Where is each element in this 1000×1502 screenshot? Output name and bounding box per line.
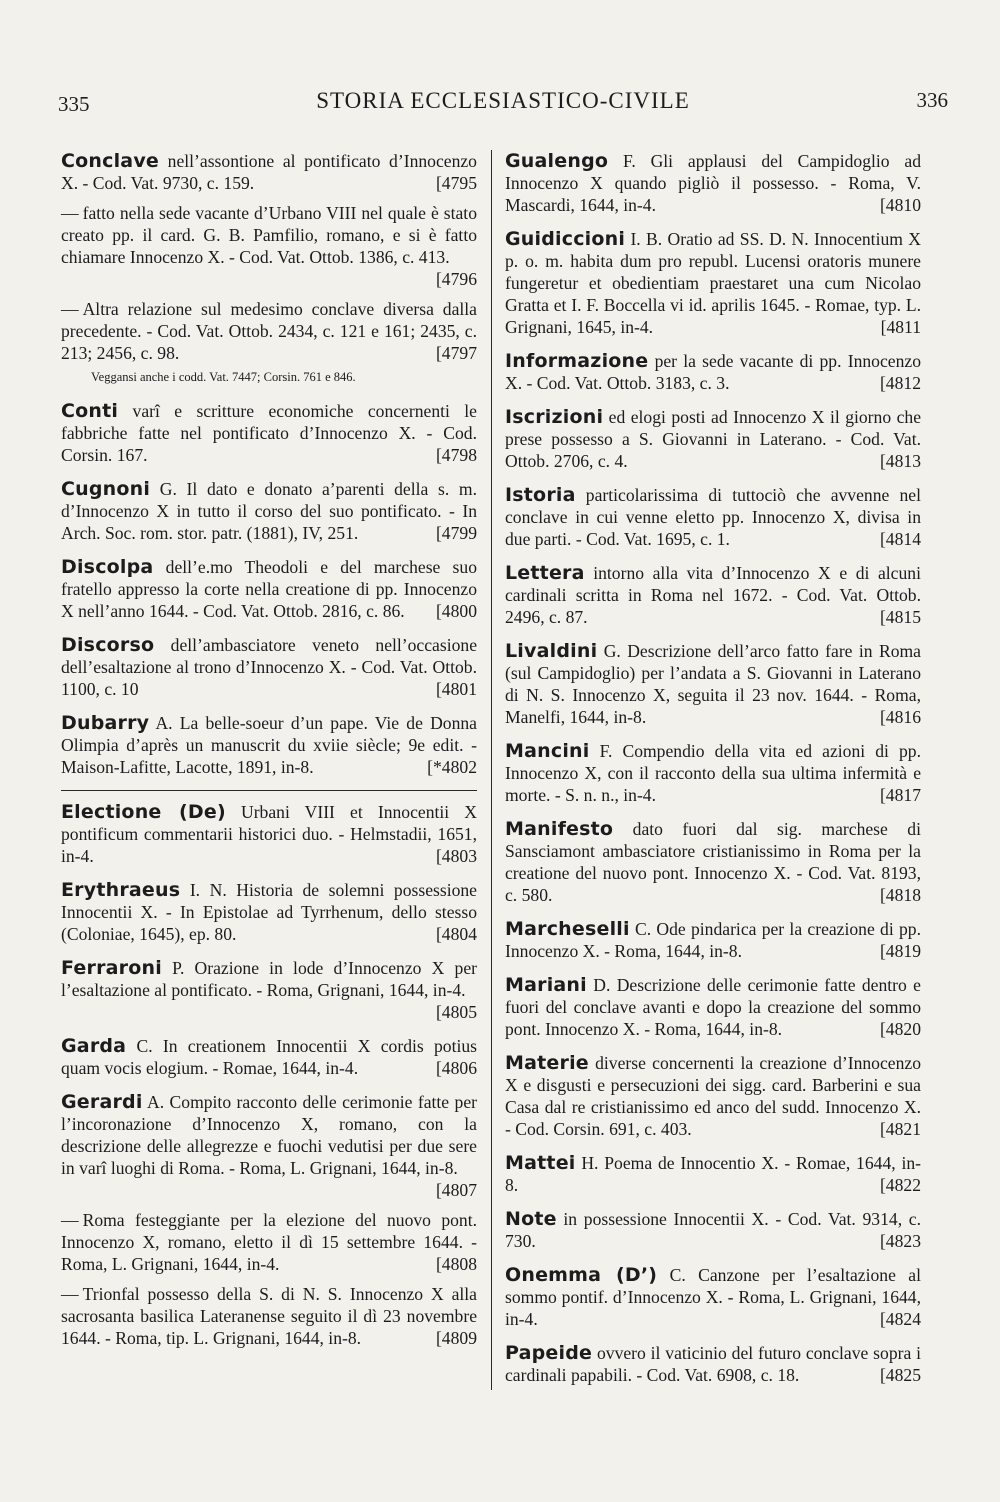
bibliography-entry bbox=[505, 406, 921, 472]
bibliography-entry bbox=[505, 1208, 921, 1252]
entry-headword: Lettera bbox=[505, 562, 585, 584]
entry-headword: Mariani bbox=[505, 974, 587, 996]
entry-headword: Iscrizioni bbox=[505, 406, 604, 428]
bibliography-entry bbox=[505, 1052, 921, 1140]
entry-text: dell’ambasciatore veneto nell’occasione dell’esaltazione al trono d’Innocenzo X. - Cod. Vat. Ottob. 1100, c. 10 bbox=[61, 635, 477, 699]
bibliography-entry bbox=[61, 556, 477, 622]
entry-number: [4806 bbox=[435, 1058, 477, 1078]
bibliography-entry bbox=[61, 957, 477, 1023]
entry-number: [4814 bbox=[879, 529, 921, 549]
entry-text: ed elogi posti ad Innocenzo X il giorno che prese possesso a S. Giovanni in Laterano. - Cod. Vat. Ottob. 2706, c. 4. bbox=[505, 407, 921, 471]
entry-headword: Informazione bbox=[505, 350, 649, 372]
bibliography-entry bbox=[61, 1209, 477, 1275]
entry-text: per la sede vacante di pp. Innocenzo X. - Cod. Vat. Ottob. 3183, c. 3. bbox=[505, 351, 921, 393]
entry-number: [4801 bbox=[435, 679, 477, 699]
bibliography-entry bbox=[61, 298, 477, 364]
entry-headword: Garda bbox=[61, 1035, 127, 1057]
entry-text: H. Poema de Innocentio X. - Romae, 1644, in-8. bbox=[505, 1153, 921, 1195]
entry-text: I. B. Oratio ad SS. D. N. Innocentium X p. o. m. habita dum pro republ. Lucensi oratoris munere fungeretur et obedientiam praestaret una cum Nicolao Gratta et I. F. Boccella vi id. aprilis 1645. - Romae, typ. L. Grignani, 1645, in-4. bbox=[505, 229, 921, 337]
entry-headword: Discolpa bbox=[61, 556, 154, 578]
entry-number: [4825 bbox=[879, 1365, 921, 1385]
column-divider bbox=[491, 150, 492, 1390]
bibliography-entry bbox=[61, 879, 477, 945]
entry-headword: Marcheselli bbox=[505, 918, 630, 940]
bibliography-entry bbox=[61, 150, 477, 194]
bibliography-entry bbox=[61, 712, 477, 778]
entry-number: [4800 bbox=[435, 601, 477, 621]
entry-headword: Gerardi bbox=[61, 1091, 143, 1113]
entry-headword: Onemma (D’) bbox=[505, 1264, 658, 1286]
entry-number: [4805 bbox=[435, 1002, 477, 1022]
entry-number: [4798 bbox=[435, 445, 477, 465]
bibliography-entry bbox=[505, 974, 921, 1040]
bibliography-entry bbox=[505, 350, 921, 394]
entry-number: [4820 bbox=[879, 1019, 921, 1039]
bibliography-entry bbox=[61, 400, 477, 466]
entry-text: G. Il dato e donato a’parenti della s. m. d’Innocenzo X in tutto il corso del suo pontificato. - In Arch. Soc. rom. stor. patr. (1881), IV, 251. bbox=[61, 479, 477, 543]
entry-text: F. Compendio della vita ed azioni di pp. Innocenzo X, con il racconto della sua ultima infermità e morte. - S. n. n., in-4. bbox=[505, 741, 921, 805]
entry-text: D. Descrizione delle cerimonie fatte dentro e fuori del conclave avanti e dopo la creazione del sommo pont. Innocenzo X. - Roma, 1644, in-8. bbox=[505, 975, 921, 1039]
bibliography-entry bbox=[505, 1342, 921, 1386]
bibliography-entry bbox=[505, 918, 921, 962]
entry-text: Trionfal possesso della S. di N. S. Innocenzo X alla sacrosanta basilica Lateranense seguito il dì 23 novembre 1644. - Roma, tip. L. Grignani, 1644, in-8. bbox=[61, 1284, 477, 1348]
entry-dash: — bbox=[61, 203, 79, 223]
right-column bbox=[505, 150, 921, 1398]
left-page-number: 335 bbox=[58, 92, 90, 116]
entry-text: diverse concernenti la creazione d’Innocenzo X e disgusti e persecuzioni dei sigg. card. Barberini e sua Casa dal re cristianissimo ed anco del sudd. Innocenzo X. - Cod. Corsin. 691, c. 403. bbox=[505, 1053, 921, 1139]
entry-number: [4803 bbox=[435, 846, 477, 866]
bibliography-entry bbox=[61, 801, 477, 867]
entry-dash: — bbox=[61, 1210, 79, 1230]
entry-dash: — bbox=[61, 299, 79, 319]
bibliography-entry bbox=[505, 1264, 921, 1330]
right-page-number: 336 bbox=[916, 88, 948, 112]
entry-headword: Ferraroni bbox=[61, 957, 162, 979]
entry-number: [4818 bbox=[879, 885, 921, 905]
entry-headword: Mattei bbox=[505, 1152, 576, 1174]
entry-number: [4813 bbox=[879, 451, 921, 471]
bibliography-entry bbox=[505, 150, 921, 216]
entry-headword: Erythraeus bbox=[61, 879, 181, 901]
entry-number: [4819 bbox=[879, 941, 921, 961]
entry-text: C. Ode pindarica per la creazione di pp. Innocenzo X. - Roma, 1644, in-8. bbox=[505, 919, 921, 961]
left-column bbox=[61, 150, 477, 1361]
bibliography-entry bbox=[505, 562, 921, 628]
entry-number: [4807 bbox=[435, 1180, 477, 1200]
entry-text: C. In creationem Innocentii X cordis potius quam vocis elogium. - Romae, 1644, in-4. bbox=[61, 1036, 478, 1078]
entry-number: [4804 bbox=[435, 924, 477, 944]
entry-number: [4811 bbox=[880, 317, 921, 337]
bibliography-entry bbox=[505, 818, 921, 906]
entry-text: A. Compito racconto delle cerimonie fatte per l’incoronazione d’Innocenzo X, romano, con la descrizione delle allegrezze e fuochi vedutisi per due sere in varî luoghi di Roma. - Roma, L. Grignani, 1644, in-8. bbox=[61, 1092, 477, 1178]
entry-text: fatto nella sede vacante d’Urbano VIII nel quale è stato creato pp. il card. G. B. Pamfilio, romano, e si è fatto chiamare Innocenzo X. - Cod. Vat. Ottob. 1386, c. 413. bbox=[61, 203, 477, 267]
entry-headword: Electione (De) bbox=[61, 801, 226, 823]
bibliography-entry bbox=[505, 484, 921, 550]
bibliography-entry bbox=[61, 478, 477, 544]
bibliography-entry bbox=[505, 740, 921, 806]
bibliography-entry bbox=[61, 1091, 477, 1201]
entry-headword: Conclave bbox=[61, 150, 159, 172]
entry-headword: Dubarry bbox=[61, 712, 150, 734]
entry-dash: — bbox=[61, 1284, 79, 1304]
entry-headword: Conti bbox=[61, 400, 119, 422]
section-rule bbox=[61, 790, 477, 791]
entry-note: Veggansi anche i codd. Vat. 7447; Corsin. 761 e 846. bbox=[91, 370, 356, 384]
bibliography-entry bbox=[61, 634, 477, 700]
entry-text: F. Gli applausi del Campidoglio ad Innocenzo X quando pigliò il possesso. - Roma, V. Mascardi, 1644, in-4. bbox=[505, 151, 921, 215]
entry-headword: Guidiccioni bbox=[505, 228, 626, 250]
entry-headword: Discorso bbox=[61, 634, 155, 656]
entry-number: [4796 bbox=[435, 269, 477, 289]
entry-text: dell’e.mo Theodoli e del marchese suo fratello appresso la corte nella creatione di pp. Innocenzo X nell’anno 1644. - Cod. Vat. Ottob. 2816, c. 86. bbox=[61, 557, 477, 621]
entry-headword: Materie bbox=[505, 1052, 589, 1074]
bibliography-entry bbox=[505, 1152, 921, 1196]
entry-number: [4795 bbox=[435, 173, 477, 193]
entry-text: ovvero il vaticinio del futuro conclave sopra i cardinali papabili. - Cod. Vat. 6908, c. 18. bbox=[505, 1343, 922, 1385]
entry-headword: Istoria bbox=[505, 484, 576, 506]
entry-number: [4815 bbox=[879, 607, 921, 627]
entry-headword: Cugnoni bbox=[61, 478, 151, 500]
entry-number: [4810 bbox=[879, 195, 921, 215]
bibliography-entry bbox=[61, 202, 477, 290]
entry-headword: Mancini bbox=[505, 740, 590, 762]
bibliography-entry bbox=[505, 228, 921, 338]
bibliography-entry bbox=[61, 1035, 477, 1079]
page-header bbox=[58, 86, 948, 120]
entry-text: Altra relazione sul medesimo conclave diversa dalla precedente. - Cod. Vat. Ottob. 2434, c. 121 e 161; 2435, c. 213; 2456, c. 98. bbox=[61, 299, 477, 363]
entry-headword: Gualengo bbox=[505, 150, 609, 172]
entry-number: [4816 bbox=[879, 707, 921, 727]
entry-headword: Manifesto bbox=[505, 818, 614, 840]
entry-headword: Livaldini bbox=[505, 640, 598, 662]
entry-number: [4799 bbox=[435, 523, 477, 543]
entry-number: [4808 bbox=[435, 1254, 477, 1274]
entry-text: intorno alla vita d’Innocenzo X e di alcuni cardinali scritta in Roma nel 1672. - Cod. Vat. Ottob. 2496, c. 87. bbox=[505, 563, 921, 627]
entry-text: C. Canzone per l’esaltazione al sommo pontif. d’Innocenzo X. - Roma, L. Grignani, 1644, in-4. bbox=[505, 1265, 921, 1329]
entry-number: [4822 bbox=[879, 1175, 921, 1195]
entry-text: A. La belle-soeur d’un pape. Vie de Donna Olimpia d’après un manuscrit du xviie siècle; 9e edit. - Maison-Lafitte, Lacotte, 1891, in-8. bbox=[61, 713, 477, 777]
entry-text: dato fuori dal sig. marchese di Sansciamont ambasciatore cristianissimo in Roma per la creatione del nuovo pont. Innocenzo X. - Cod. Vat. 8193, c. 580. bbox=[505, 819, 921, 905]
entry-text: I. N. Historia de solemni possessione Innocentii X. - In Epistolae ad Tyrrhenum, dello stesso (Coloniae, 1645), ep. 80. bbox=[61, 880, 477, 944]
entry-text: nell’assontione al pontificato d’Innocenzo X. - Cod. Vat. 9730, c. 159. bbox=[61, 151, 477, 193]
entry-text: particolarissima di tuttociò che avvenne nel conclave in cui venne eletto pp. Innocenzo X, divisa in due parti. - Cod. Vat. 1695, c. 1. bbox=[505, 485, 921, 549]
entry-text: Urbani VIII et Innocentii X pontificum commentarii historici duo. - Helmstadii, 1651, in-4. bbox=[61, 802, 477, 866]
entry-number: [4809 bbox=[435, 1328, 477, 1348]
entry-text: in possessione Innocentii X. - Cod. Vat. 9314, c. 730. bbox=[505, 1209, 921, 1251]
entry-number: [4812 bbox=[879, 373, 921, 393]
bibliography-entry bbox=[505, 640, 921, 728]
entry-headword: Papeide bbox=[505, 1342, 593, 1364]
entry-text: G. Descrizione dell’arco fatto fare in Roma (sul Campidoglio) per l’andata a S. Giovanni in Laterano di N. S. Innocenzo X, seguita il 23 nov. 1644. - Roma, Manelfi, 1644, in-8. bbox=[505, 641, 921, 727]
entry-text: P. Orazione in lode d’Innocenzo X per l’esaltazione al pontificato. - Roma, Grignani, 1644, in-4. bbox=[61, 958, 477, 1000]
entry-text: Roma festeggiante per la elezione del nuovo pont. Innocenzo X, romano, eletto il dì 15 settembre 1644. - Roma, L. Grignani, 1644, in-4. bbox=[61, 1210, 477, 1274]
entry-number: [*4802 bbox=[427, 757, 477, 777]
bibliography-entry bbox=[61, 1283, 477, 1349]
entry-headword: Note bbox=[505, 1208, 557, 1230]
entry-number: [4797 bbox=[435, 343, 477, 363]
entry-number: [4821 bbox=[879, 1119, 921, 1139]
entry-number: [4817 bbox=[879, 785, 921, 805]
running-title: STORIA ECCLESIASTICO-CIVILE bbox=[316, 88, 690, 113]
entry-text: varî e scritture economiche concernenti le fabbriche fatte nel pontificato d’Innocenzo X. - Cod. Corsin. 167. bbox=[61, 401, 477, 465]
entry-number: [4823 bbox=[879, 1231, 921, 1251]
entry-number: [4824 bbox=[879, 1309, 921, 1329]
